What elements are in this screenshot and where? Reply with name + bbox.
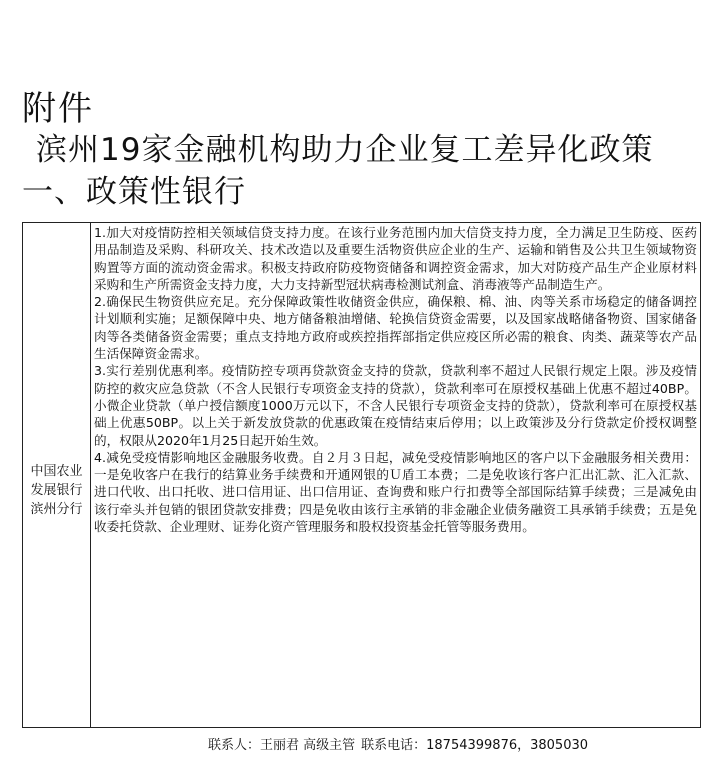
policy-table <box>22 222 701 728</box>
contact-line <box>22 728 701 758</box>
contact-phone: 联系电话：18754399876，3805030 <box>361 737 589 753</box>
section-title: 一、政策性银行 <box>22 174 246 210</box>
policy-item-preferential-rate: 3.实行差别优惠利率。疫情防控专项再贷款资金支持的贷款，贷款利率不超过人民银行规定上限。涉及疫情防控的救灾应急贷款（不含人民银行专项资金支持的贷款），贷款利率可在原授权基础上优惠不超过40BP。小微企业贷款（单户授信额度1000万元以下，不含人民银行专项资金支持的贷款），贷款利率可在原授权基础上优惠50BP。以上关于新发放贷款的优惠政策在疫情结束后停用；以上政策涉及分行贷款定价授权调整的，权限从2020年1月25日起开始生效。 <box>94 363 697 448</box>
policy-item-credit-support: 1.加大对疫情防控相关领域信贷支持力度。在该行业务范围内加大信贷支持力度，全力满足卫生防疫、医药用品制造及采购、科研攻关、技术改造以及重要生活物资供应企业的生产、运输和销售及公共卫生领域物资购置等方面的流动资金需求。积极支持政府防疫物资储备和调控资金需求，加大对防疫产品生产企业原材料采购和生产所需资金支持力度，大力支持新型冠状病毒检测试剂盒、消毒液等产品制造生产。 <box>94 225 697 292</box>
document-title: 滨州19家金融机构助力企业复工差异化政策 <box>36 132 654 168</box>
policy-item-supply-assurance: 2.确保民生物资供应充足。充分保障政策性收储资金供应，确保粮、棉、油、肉等关系市场稳定的储备调控计划顺利实施；足额保障中央、地方储备粮油增储、轮换信贷资金需要，以及国家战略储备物资、国家储备肉等各类储备资金需要；重点支持地方政府或疾控指挥部指定供应疫区所必需的粮食、肉类、蔬菜等农产品生活保障资金需求。 <box>94 294 697 362</box>
policy-content-cell <box>91 223 700 727</box>
bank-name: 中国农业发展银行滨州分行 <box>30 463 83 517</box>
attachment-label: 附件 <box>22 89 94 129</box>
bank-name-cell <box>23 223 91 727</box>
policy-item-fee-reduction: 4.减免受疫情影响地区金融服务收费。自２月３日起，减免受疫情影响地区的客户以下金融服务相关费用：一是免收客户在我行的结算业务手续费和开通网银的Ｕ盾工本费；二是免收该行客户汇出汇款、汇入汇款、进口代收、出口托收、进口信用证、出口信用证、查询费和账户行扣费等全部国际结算手续费；三是减免由该行牵头并包销的银团贷款安排费；四是免收由该行主承销的非金融企业债务融资工具承销手续费；五是免收委托贷款、企业理财、证券化资产管理服务和股权投资基金托管等服务费用。 <box>94 449 697 535</box>
contact-person: 联系人：王丽君 高级主管 <box>208 737 356 753</box>
document-heading <box>22 88 712 212</box>
